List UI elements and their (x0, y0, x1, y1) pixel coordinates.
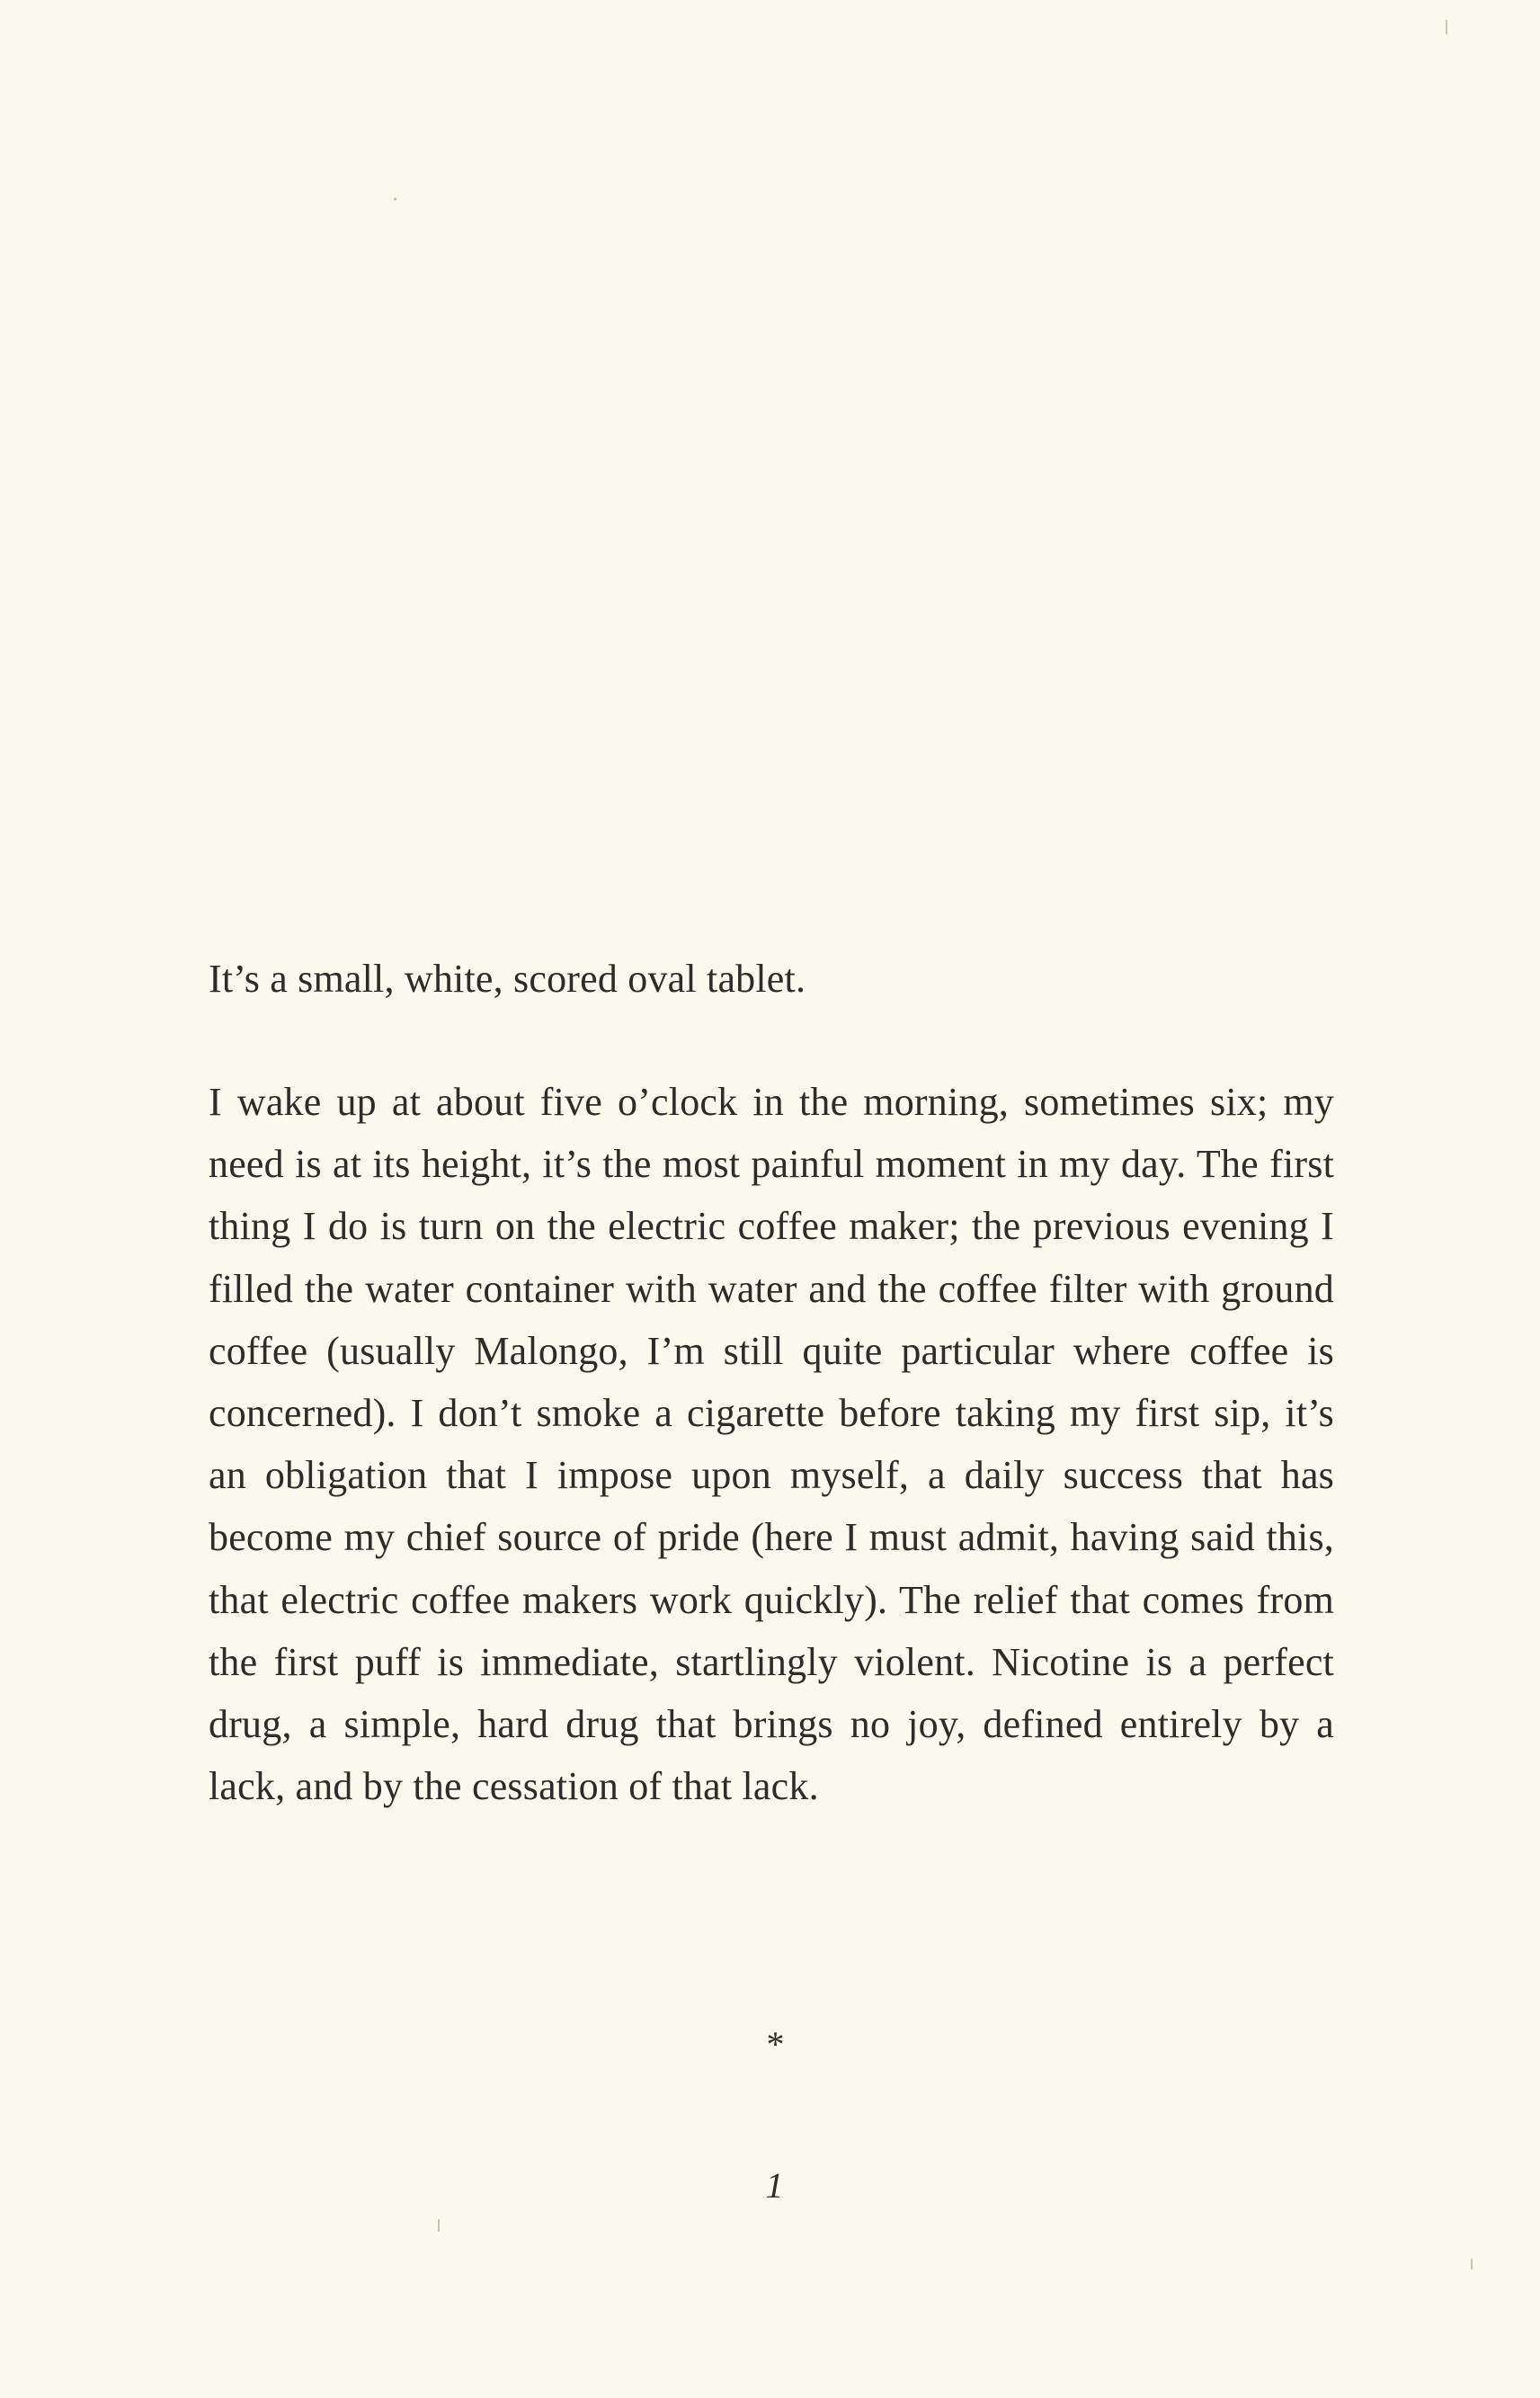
body-paragraph: I wake up at about five o’clock in the morning, sometimes six; my need is at its height, it’s the most painful moment in my day. The first thing I do is turn on the electric coffee maker; the previous evening I filled the water container with water and the coffee filter with ground coffee (usually Malongo, I’m still quite particular where coffee is concerned). I don’t smoke a cigarette before taking my first sip, it’s an obligation that I impose upon myself, a daily success that has become my chief source of pride (here I must admit, having said this, that electric coffee makers work quickly). The relief that comes from the first puff is immediate, startlingly violent. Nicotine is a perfect drug, a simple, hard drug that brings no joy, defined entirely by a lack, and by the cessation of that lack. (209, 1080, 1334, 1809)
page-number: 1 (765, 2165, 784, 2206)
opening-line: It’s a small, white, scored oval tablet. (209, 957, 806, 1001)
paper-speck (1471, 2259, 1473, 2269)
paper-speck (394, 198, 396, 201)
paper-speck (1446, 20, 1447, 34)
section-separator: * (766, 2024, 785, 2064)
paper-speck (438, 2219, 440, 2232)
